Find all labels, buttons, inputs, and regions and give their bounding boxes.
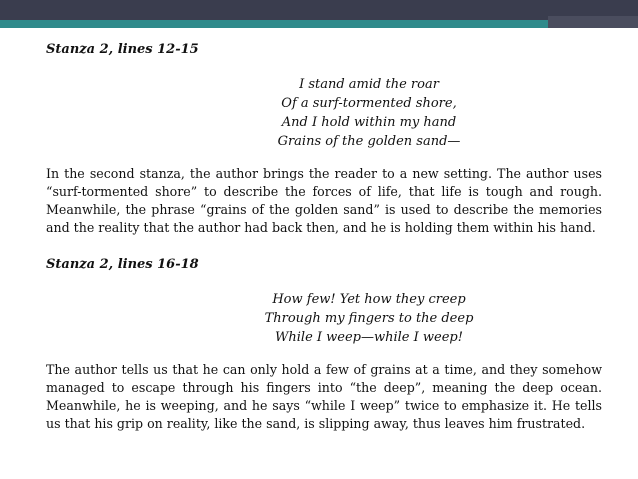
analysis-paragraph: In the second stanza, the author brings the reader to a new setting. The author uses “surf-tormented shore” to describe the forces of life, that life is tough and rough. Meanwhile, the phrase “grains of the golden sand” is used to describe the memories and the reality that the author had back then, and he is holding them within his hand.: [46, 166, 602, 235]
slide-content: [46, 40, 602, 451]
poem-line: Of a surf-tormented shore,: [281, 96, 457, 111]
section-heading: Stanza 2, lines 12-15: [46, 42, 199, 57]
poem-line: I stand amid the roar: [299, 77, 439, 92]
poem-line: And I hold within my hand: [281, 115, 457, 130]
poem-excerpt: [46, 75, 602, 151]
poem-excerpt: [46, 290, 602, 347]
section-heading: Stanza 2, lines 16-18: [46, 257, 199, 272]
poem-line: Through my fingers to the deep: [264, 311, 474, 326]
slide-header-bar: [0, 0, 638, 20]
slide-header-accent: [0, 20, 638, 28]
poem-line: While I weep—while I weep!: [275, 330, 463, 345]
analysis-paragraph: The author tells us that he can only hold a few of grains at a time, and they somehow managed to escape through his fingers into “the deep”, meaning the deep ocean. Meanwhile, he is weeping, and he says “while I weep” twice to emphasize it. He tells us that his grip on reality, like the sand, is slipping away, thus leaves him frustrated.: [46, 362, 602, 431]
poem-line: How few! Yet how they creep: [272, 292, 466, 307]
header-notch: [548, 16, 638, 28]
poem-line: Grains of the golden sand—: [277, 134, 461, 149]
